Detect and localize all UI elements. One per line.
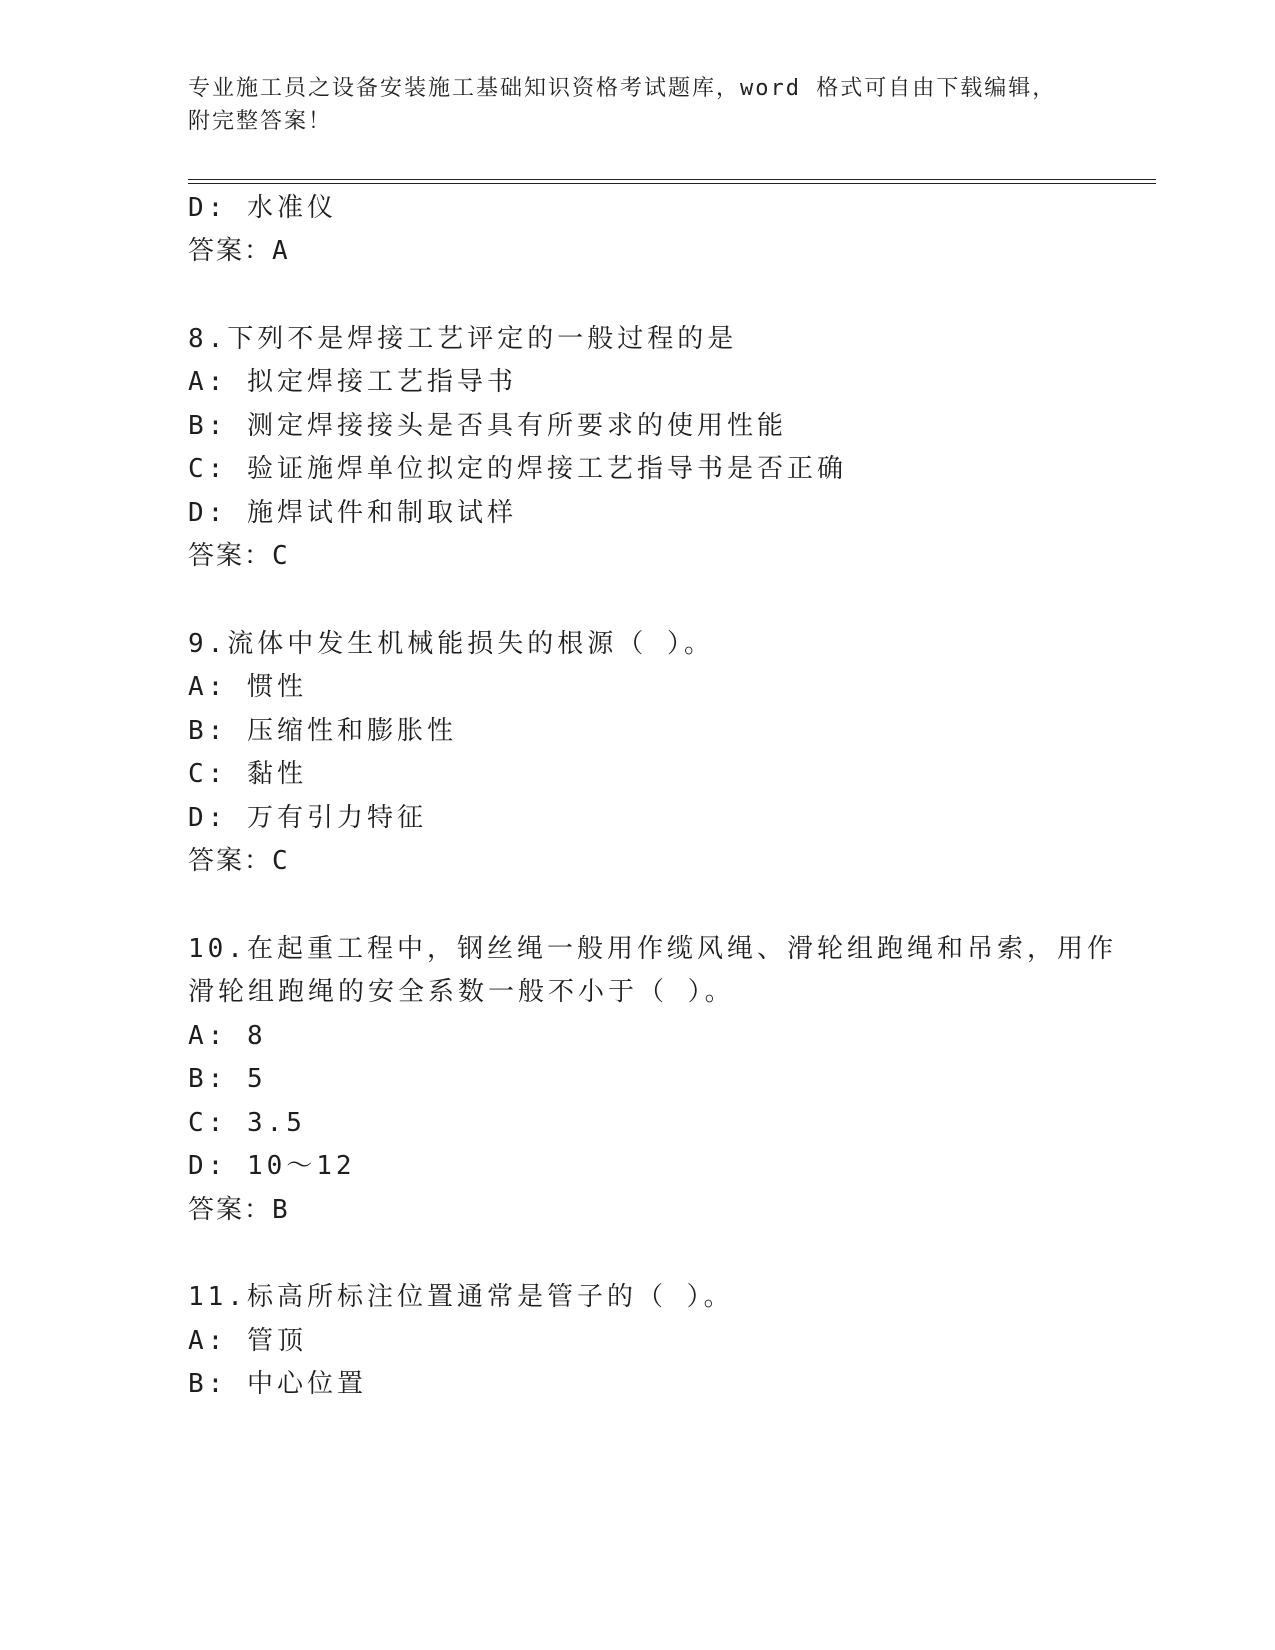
q9-option-b: B: 压缩性和膨胀性 (188, 716, 457, 746)
q8-answer (188, 539, 290, 573)
q11-option-b: B: 中心位置 (188, 1369, 367, 1399)
q10-option-c: C: 3.5 (188, 1108, 306, 1138)
answer-label: 答案： (188, 1195, 273, 1225)
header-divider-bottom (188, 183, 1156, 184)
answer-label: 答案： (188, 846, 273, 876)
q8-option-b: B: 测定焊接接头是否具有所要求的使用性能 (188, 411, 787, 441)
q10-option-b: B: 5 (188, 1064, 267, 1094)
header-divider-top (188, 179, 1156, 180)
q9-option-a: A: 惯性 (188, 672, 307, 702)
q9-answer (188, 844, 290, 878)
answer-label: 答案： (188, 236, 273, 266)
q10-option-a: A: 8 (188, 1021, 267, 1051)
q8-question: 8.下列不是焊接工艺评定的一般过程的是 (188, 324, 738, 354)
answer-value: C (272, 846, 290, 876)
q10-option-d: D: 10～12 (188, 1151, 356, 1181)
document-header (188, 72, 1068, 138)
answer-value: C (272, 541, 290, 571)
q11-question: 11.标高所标注位置通常是管子的（ ）。 (188, 1282, 734, 1312)
q11-option-a: A: 管顶 (188, 1326, 307, 1356)
answer-value: A (272, 236, 290, 266)
q10-question-line-2: 滑轮组跑绳的安全系数一般不小于（ ）。 (188, 977, 735, 1007)
q8-option-a: A: 拟定焊接工艺指导书 (188, 367, 517, 397)
q9-question: 9.流体中发生机械能损失的根源（ ）。 (188, 629, 714, 659)
q7-answer (188, 234, 290, 268)
q7-option-d: D: 水准仪 (188, 193, 337, 223)
q9-option-c: C: 黏性 (188, 759, 307, 789)
q9-option-d: D: 万有引力特征 (188, 803, 427, 833)
header-line-2: 附完整答案！ (188, 109, 333, 134)
answer-label: 答案： (188, 541, 273, 571)
q10-question-line-1: 10.在起重工程中，钢丝绳一般用作缆风绳、滑轮组跑绳和吊索，用作 (188, 934, 1117, 964)
q10-answer (188, 1193, 290, 1227)
answer-value: B (272, 1195, 290, 1225)
header-line-1: 专业施工员之设备安装施工基础知识资格考试题库，word 格式可自由下载编辑， (188, 76, 1057, 101)
q8-option-d: D: 施焊试件和制取试样 (188, 498, 517, 528)
q8-option-c: C: 验证施焊单位拟定的焊接工艺指导书是否正确 (188, 454, 847, 484)
